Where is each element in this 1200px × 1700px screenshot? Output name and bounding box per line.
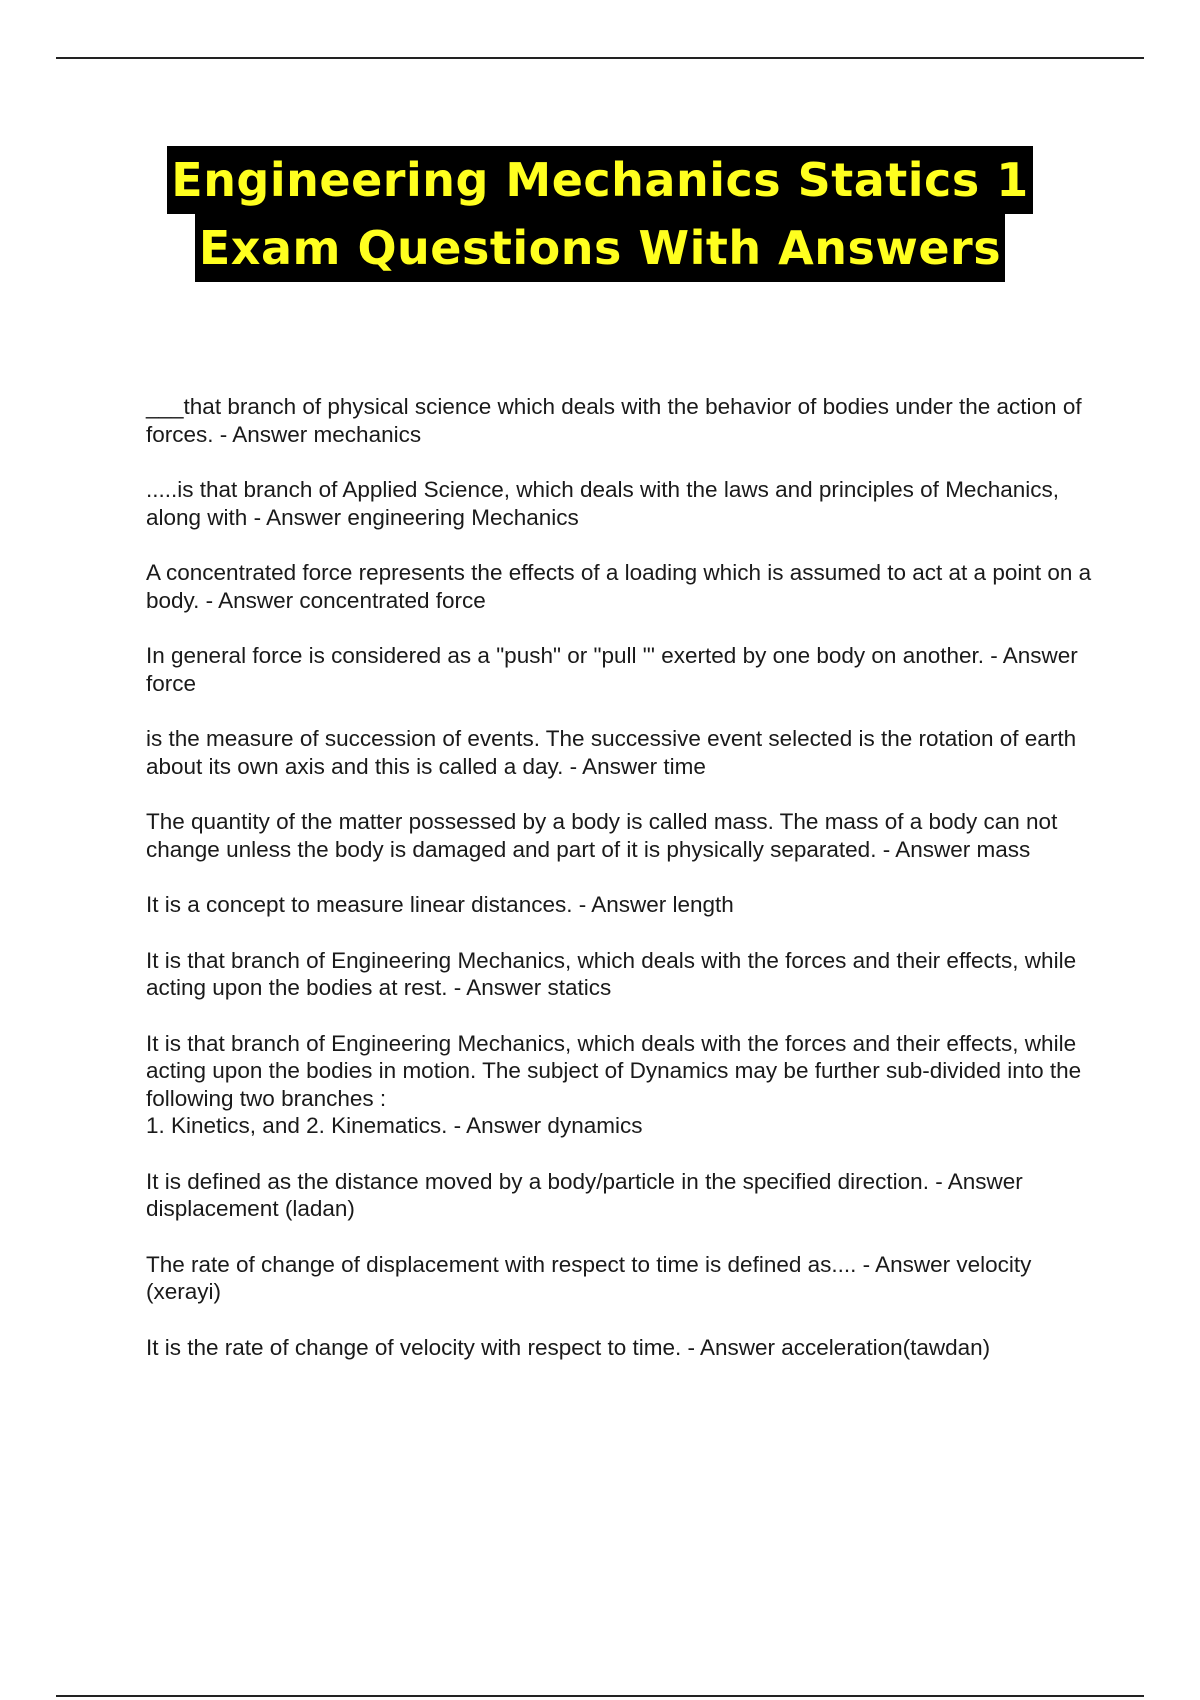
- qa-item: It is a concept to measure linear distances. - Answer length: [146, 892, 734, 917]
- qa-item: .....is that branch of Applied Science, which deals with the laws and principles of Mechanics, along with - Answer engineering Mechanics: [146, 477, 1059, 530]
- document-title: [0, 146, 1200, 282]
- title-line-2: Exam Questions With Answers: [195, 214, 1005, 282]
- top-rule: [56, 57, 1144, 59]
- qa-item: It is that branch of Engineering Mechanics, which deals with the forces and their effects, while acting upon the bodies at rest. - Answer statics: [146, 947, 1077, 1000]
- qa-item: ___that branch of physical science which deals with the behavior of bodies under the action of forces. - Answer mechanics: [146, 394, 1082, 447]
- qa-item: It is defined as the distance moved by a body/particle in the specified direction. - Answer displacement (ladan): [146, 1168, 1023, 1221]
- qa-item: A concentrated force represents the effects of a loading which is assumed to act at a point on a body. - Answer concentrated force: [146, 560, 1092, 613]
- qa-item: is the measure of succession of events. The successive event selected is the rotation of earth about its own axis and this is called a day. - Answer time: [146, 726, 1077, 779]
- qa-item: The quantity of the matter possessed by a body is called mass. The mass of a body can not change unless the body is damaged and part of it is physically separated. - Answer mass: [146, 809, 1058, 862]
- qa-list: [146, 393, 1096, 1389]
- bottom-rule: [56, 1695, 1144, 1697]
- qa-item: It is that branch of Engineering Mechanics, which deals with the forces and their effects, while acting upon the bodies in motion. The subject of Dynamics may be further sub-divided into the following two branches : 1. Kinetics, and 2. Kinematics. - Answer dynamics: [146, 1030, 1082, 1138]
- qa-item: It is the rate of change of velocity with respect to time. - Answer acceleration(tawdan): [146, 1334, 991, 1360]
- qa-item: In general force is considered as a "push" or "pull "' exerted by one body on another. - Answer force: [146, 643, 1078, 696]
- qa-item: The rate of change of displacement with respect to time is defined as.... - Answer velocity (xerayi): [146, 1251, 1032, 1304]
- title-line-1: Engineering Mechanics Statics 1: [167, 146, 1032, 214]
